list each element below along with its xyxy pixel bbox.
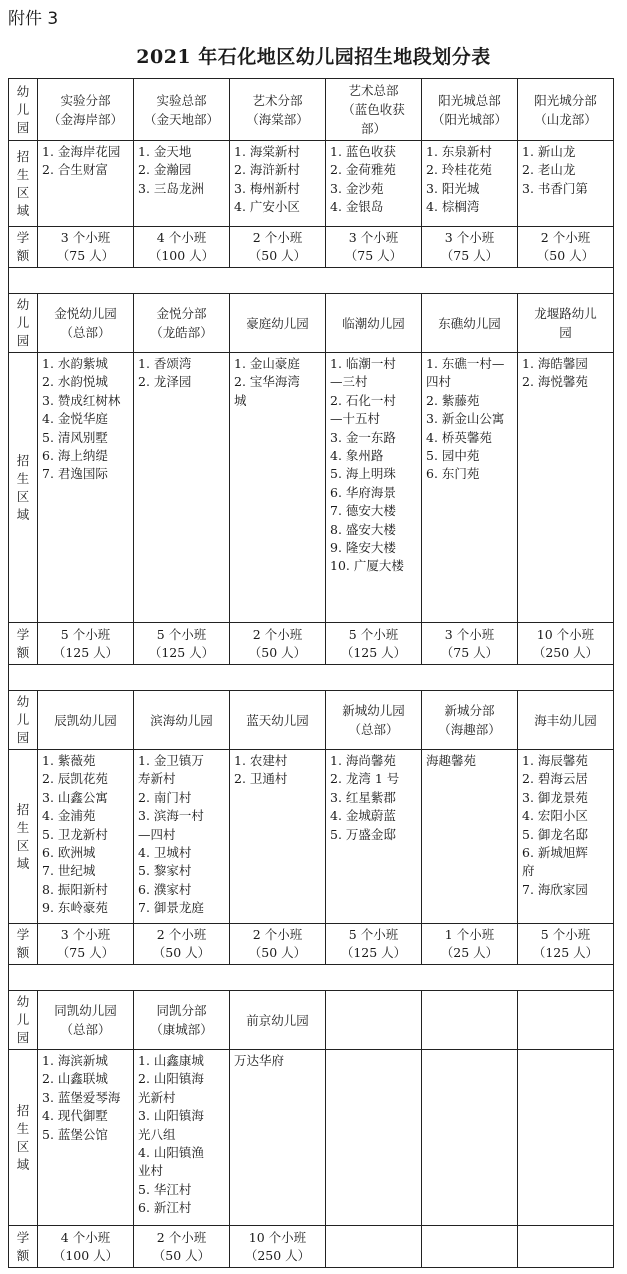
kindergarten-name-cell [518, 991, 614, 1050]
attachment-label: 附件 3 [8, 9, 59, 29]
enrollment-area-cell: 1. 香颂湾 2. 龙泽园 [134, 353, 230, 623]
row-label-kindergarten-text: 幼儿园 [16, 83, 30, 135]
kindergarten-name-cell: 豪庭幼儿园 [230, 294, 326, 353]
row-enrollment-quota [9, 623, 614, 665]
enrollment-quota-cell [422, 1226, 518, 1268]
row-enrollment-quota [9, 924, 614, 965]
row-label-area [9, 141, 38, 227]
kindergarten-name-cell [326, 991, 422, 1050]
kindergarten-name-cell: 艺术总部 （蓝色收获 部） [326, 79, 422, 141]
enrollment-quota-cell: 2 个小班 （50 人） [134, 1226, 230, 1268]
enrollment-quota-cell: 3 个小班 （75 人） [38, 924, 134, 965]
kindergarten-name-cell: 阳光城分部 （山龙部） [518, 79, 614, 141]
kindergarten-name-cell: 实验总部 （金天地部） [134, 79, 230, 141]
enrollment-quota-cell: 2 个小班 （50 人） [134, 924, 230, 965]
enrollment-area-cell: 1. 海滨新城 2. 山鑫联城 3. 蓝堡爱琴海 4. 现代御墅 5. 蓝堡公馆 [38, 1050, 134, 1226]
enrollment-area-cell: 1. 海棠新村 2. 海浒新村 3. 梅州新村 4. 广安小区 [230, 141, 326, 227]
enrollment-area-cell: 万达华府 [230, 1050, 326, 1226]
separator-cell [9, 665, 614, 691]
enrollment-area-cell [422, 1050, 518, 1226]
row-label-kindergarten-text: 幼儿园 [16, 694, 30, 745]
enrollment-area-cell: 海趣馨苑 [422, 750, 518, 924]
kindergarten-name-cell: 东礁幼儿园 [422, 294, 518, 353]
section-separator [9, 965, 614, 991]
kindergarten-name-cell: 新城分部 （海趣部） [422, 691, 518, 750]
row-label-quota [9, 623, 38, 665]
kindergarten-name-cell: 海丰幼儿园 [518, 691, 614, 750]
enrollment-area-cell: 1. 紫薇苑 2. 辰凯花苑 3. 山鑫公寓 4. 金浦苑 5. 卫龙新村 6. 欧洲城 7. 世纪城 8. 振阳新村 9. 东岭豪苑 [38, 750, 134, 924]
enrollment-area-cell: 1. 海尚馨苑 2. 龙湾 1 号 3. 红星紫郡 4. 金城蔚蓝 5. 万盛金邸 [326, 750, 422, 924]
kindergarten-name-cell: 临潮幼儿园 [326, 294, 422, 353]
enrollment-quota-cell: 5 个小班 （125 人） [38, 623, 134, 665]
enrollment-area-cell: 1. 海皓馨园 2. 海悦馨苑 [518, 353, 614, 623]
row-label-quota-text: 学额 [16, 1229, 30, 1263]
row-enrollment-area [9, 141, 614, 227]
row-enrollment-area [9, 750, 614, 924]
row-kindergarten-name [9, 991, 614, 1050]
row-label-quota-text: 学额 [16, 230, 30, 263]
kindergarten-name-cell: 金悦分部 （龙皓部） [134, 294, 230, 353]
enrollment-area-cell: 1. 海辰馨苑 2. 碧海云居 3. 御龙景苑 4. 宏阳小区 5. 御龙名邸 6. 新城旭辉 府 7. 海欣家园 [518, 750, 614, 924]
enrollment-quota-cell: 3 个小班 （75 人） [326, 227, 422, 268]
row-enrollment-area [9, 353, 614, 623]
enrollment-area-cell: 1. 临潮一村 —三村 2. 石化一村 —十五村 3. 金一东路 4. 象州路 5. 海上明珠 6. 华府海景 7. 德安大楼 8. 盛安大楼 9. 隆安大楼 10. 广厦大楼 [326, 353, 422, 623]
enrollment-area-cell: 1. 水韵紫城 2. 水韵悦城 3. 赞成红树林 4. 金悦华庭 5. 清风别墅 6. 海上纳缇 7. 君逸国际 [38, 353, 134, 623]
page-title: 2021 年石化地区幼儿园招生地段划分表 [136, 46, 491, 68]
row-label-quota-text: 学额 [16, 626, 30, 660]
enrollment-area-cell [518, 1050, 614, 1226]
separator-cell [9, 965, 614, 991]
enrollment-quota-cell: 2 个小班 （50 人） [230, 227, 326, 268]
enrollment-quota-cell: 10 个小班 （250 人） [518, 623, 614, 665]
enrollment-area-cell: 1. 东泉新村 2. 玲桂花苑 3. 阳光城 4. 棕榈湾 [422, 141, 518, 227]
row-kindergarten-name [9, 294, 614, 353]
enrollment-area-cell: 1. 山鑫康城 2. 山阳镇海 光新村 3. 山阳镇海 光八组 4. 山阳镇渔 业村 5. 华江村 6. 新江村 [134, 1050, 230, 1226]
row-label-area-text: 招生区域 [16, 452, 30, 522]
row-label-area-text: 招生区域 [16, 148, 30, 218]
row-enrollment-quota [9, 1226, 614, 1268]
row-label-area [9, 1050, 38, 1226]
section-separator [9, 665, 614, 691]
enrollment-quota-cell: 1 个小班 （25 人） [422, 924, 518, 965]
kindergarten-name-cell: 同凯幼儿园 （总部） [38, 991, 134, 1050]
enrollment-area-cell: 1. 金山豪庭 2. 宝华海湾 城 [230, 353, 326, 623]
enrollment-quota-cell: 4 个小班 （100 人） [134, 227, 230, 268]
enrollment-quota-cell: 3 个小班 （75 人） [38, 227, 134, 268]
enrollment-area-cell: 1. 农建村 2. 卫通村 [230, 750, 326, 924]
enrollment-quota-cell [326, 1226, 422, 1268]
kindergarten-name-cell [422, 991, 518, 1050]
row-label-area [9, 750, 38, 924]
enrollment-quota-cell: 3 个小班 （75 人） [422, 623, 518, 665]
enrollment-quota-cell: 5 个小班 （125 人） [326, 623, 422, 665]
row-label-kindergarten-text: 幼儿园 [16, 297, 30, 348]
enrollment-zone-table [8, 78, 614, 1268]
kindergarten-name-cell: 蓝天幼儿园 [230, 691, 326, 750]
kindergarten-name-cell: 艺术分部 （海棠部） [230, 79, 326, 141]
row-kindergarten-name [9, 79, 614, 141]
kindergarten-name-cell: 前京幼儿园 [230, 991, 326, 1050]
row-enrollment-area [9, 1050, 614, 1226]
row-label-kindergarten [9, 79, 38, 141]
enrollment-area-cell: 1. 金海岸花园 2. 合生财富 [38, 141, 134, 227]
kindergarten-name-cell: 同凯分部 （康城部） [134, 991, 230, 1050]
row-enrollment-quota [9, 227, 614, 268]
row-label-area-text: 招生区域 [16, 1102, 30, 1172]
row-label-kindergarten-text: 幼儿园 [16, 994, 30, 1045]
row-label-area [9, 353, 38, 623]
enrollment-area-cell: 1. 东礁一村— 四村 2. 紫藤苑 3. 新金山公寓 4. 桥英馨苑 5. 园中苑 6. 东门苑 [422, 353, 518, 623]
kindergarten-name-cell: 实验分部 （金海岸部） [38, 79, 134, 141]
separator-cell [9, 268, 614, 294]
enrollment-area-cell: 1. 金天地 2. 金瀚园 3. 三岛龙洲 [134, 141, 230, 227]
row-label-area-text: 招生区域 [16, 801, 30, 871]
row-label-kindergarten [9, 691, 38, 750]
enrollment-area-cell: 1. 新山龙 2. 老山龙 3. 书香门第 [518, 141, 614, 227]
enrollment-area-cell: 1. 蓝色收获 2. 金荷雅苑 3. 金沙苑 4. 金银岛 [326, 141, 422, 227]
kindergarten-name-cell: 金悦幼儿园 （总部） [38, 294, 134, 353]
enrollment-quota-cell: 5 个小班 （125 人） [134, 623, 230, 665]
enrollment-quota-cell: 10 个小班 （250 人） [230, 1226, 326, 1268]
row-label-kindergarten [9, 294, 38, 353]
kindergarten-name-cell: 龙堰路幼儿 园 [518, 294, 614, 353]
enrollment-quota-cell: 4 个小班 （100 人） [38, 1226, 134, 1268]
row-label-quota [9, 924, 38, 965]
section-separator [9, 268, 614, 294]
row-label-kindergarten [9, 991, 38, 1050]
enrollment-quota-cell: 5 个小班 （125 人） [518, 924, 614, 965]
enrollment-quota-cell: 3 个小班 （75 人） [422, 227, 518, 268]
row-label-quota-text: 学额 [16, 927, 30, 960]
kindergarten-name-cell: 滨海幼儿园 [134, 691, 230, 750]
enrollment-quota-cell: 5 个小班 （125 人） [326, 924, 422, 965]
kindergarten-name-cell: 新城幼儿园 （总部） [326, 691, 422, 750]
kindergarten-name-cell: 阳光城总部 （阳光城部） [422, 79, 518, 141]
enrollment-area-cell [326, 1050, 422, 1226]
row-kindergarten-name [9, 691, 614, 750]
kindergarten-name-cell: 辰凯幼儿园 [38, 691, 134, 750]
row-label-quota [9, 1226, 38, 1268]
enrollment-area-cell: 1. 金卫镇万 寿新村 2. 南门村 3. 滨海一村 —四村 4. 卫城村 5. 黎家村 6. 濮家村 7. 御景龙庭 [134, 750, 230, 924]
enrollment-quota-cell [518, 1226, 614, 1268]
enrollment-quota-cell: 2 个小班 （50 人） [230, 924, 326, 965]
enrollment-quota-cell: 2 个小班 （50 人） [518, 227, 614, 268]
enrollment-quota-cell: 2 个小班 （50 人） [230, 623, 326, 665]
row-label-quota [9, 227, 38, 268]
